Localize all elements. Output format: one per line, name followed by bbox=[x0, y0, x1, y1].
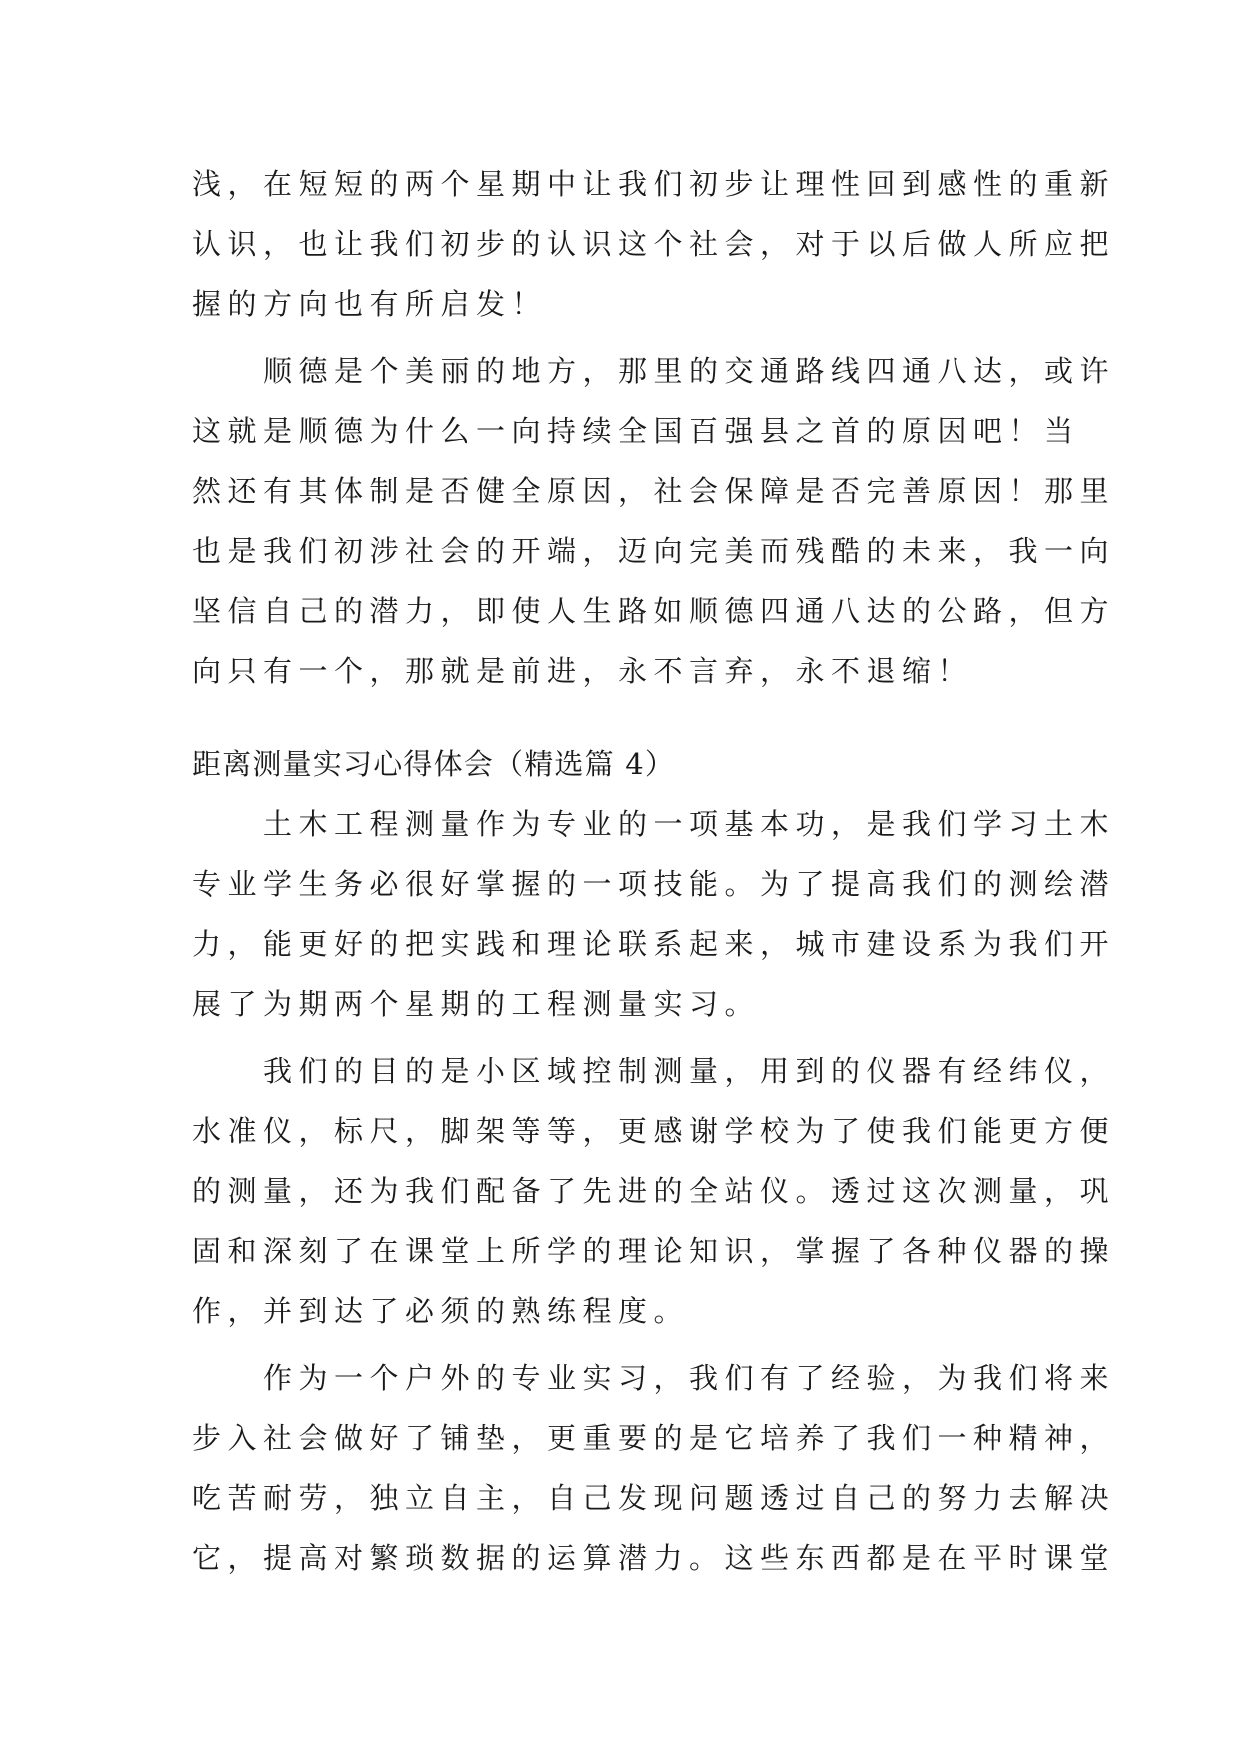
text-line: 力，能更好的把实践和理论联系起来，城市建设系为我们开 bbox=[192, 927, 1116, 961]
text-line: 坚信自己的潜力，即使人生路如顺德四通八达的公路，但方 bbox=[192, 594, 1116, 628]
text-line: 作，并到达了必须的熟练程度。 bbox=[192, 1294, 690, 1328]
text-line: 步入社会做好了铺垫，更重要的是它培养了我们一种精神， bbox=[192, 1421, 1116, 1455]
text-line: 认识，也让我们初步的认识这个社会，对于以后做人所应把 bbox=[192, 227, 1116, 261]
text-line: 浅，在短短的两个星期中让我们初步让理性回到感性的重新 bbox=[192, 167, 1116, 201]
text-line: 的测量，还为我们配备了先进的全站仪。透过这次测量，巩 bbox=[192, 1174, 1116, 1208]
text-line: 然还有其体制是否健全原因，社会保障是否完善原因！那里 bbox=[192, 474, 1116, 508]
text-line: 土木工程测量作为专业的一项基本功，是我们学习土木 bbox=[192, 807, 1116, 841]
text-line: 固和深刻了在课堂上所学的理论知识，掌握了各种仪器的操 bbox=[192, 1234, 1116, 1268]
text-line: 这就是顺德为什么一向持续全国百强县之首的原因吧！当 bbox=[192, 414, 1080, 448]
text-line: 握的方向也有所启发！ bbox=[192, 287, 548, 321]
text-line: 展了为期两个星期的工程测量实习。 bbox=[192, 987, 761, 1021]
text-line: 它，提高对繁琐数据的运算潜力。这些东西都是在平时课堂 bbox=[192, 1541, 1116, 1575]
text-line: 我们的目的是小区域控制测量，用到的仪器有经纬仪， bbox=[192, 1054, 1116, 1088]
text-line: 吃苦耐劳，独立自主，自己发现问题透过自己的努力去解决 bbox=[192, 1481, 1116, 1515]
text-line: 也是我们初涉社会的开端，迈向完美而残酷的未来，我一向 bbox=[192, 534, 1116, 568]
text-line: 专业学生务必很好掌握的一项技能。为了提高我们的测绘潜 bbox=[192, 867, 1116, 901]
text-line: 水准仪，标尺，脚架等等，更感谢学校为了使我们能更方便 bbox=[192, 1114, 1116, 1148]
section-heading: 距离测量实习心得体会（精选篇 4） bbox=[192, 747, 676, 781]
text-line: 向只有一个，那就是前进，永不言弃，永不退缩！ bbox=[192, 654, 974, 688]
text-line: 作为一个户外的专业实习，我们有了经验，为我们将来 bbox=[192, 1361, 1116, 1395]
text-line: 顺德是个美丽的地方，那里的交通路线四通八达，或许 bbox=[192, 354, 1116, 388]
